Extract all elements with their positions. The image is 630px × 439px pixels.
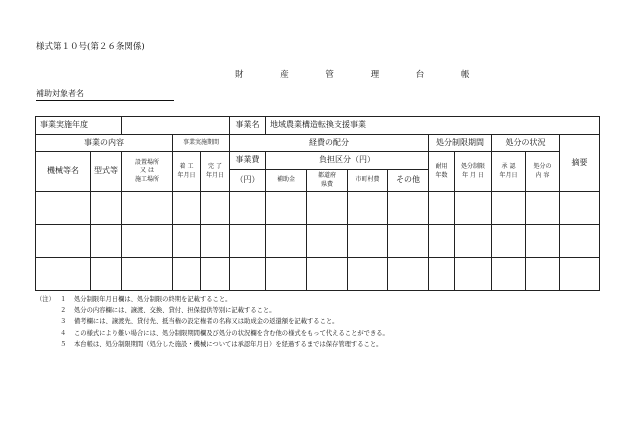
table-cell[interactable] xyxy=(492,192,526,225)
col-prefecture-line: 都道府 xyxy=(318,172,337,180)
table-row xyxy=(36,225,600,258)
table-cell[interactable] xyxy=(307,192,348,225)
table-cell[interactable] xyxy=(348,225,388,258)
table-row xyxy=(36,192,600,225)
form-number-label: 様式第１０号(第２６条関係) xyxy=(36,42,145,52)
col-location-line: 又 は xyxy=(140,167,154,175)
col-other: その他 xyxy=(388,170,429,192)
table-cell[interactable] xyxy=(492,225,526,258)
col-useful-life-line: 年数 xyxy=(435,171,448,179)
table-cell[interactable] xyxy=(122,225,173,258)
col-disposal-content-line: 内 容 xyxy=(535,171,550,179)
table-cell[interactable] xyxy=(266,192,307,225)
col-remarks: 摘要 xyxy=(560,135,600,192)
table-cell[interactable] xyxy=(230,258,266,291)
col-prefecture-line: 県費 xyxy=(321,180,334,188)
table-row xyxy=(36,258,600,291)
table-cell[interactable] xyxy=(526,258,560,291)
fiscal-year-label: 事業実施年度 xyxy=(36,117,122,135)
col-disposal-content-line: 処分の xyxy=(533,163,552,171)
table-cell[interactable] xyxy=(173,225,201,258)
table-cell[interactable] xyxy=(388,258,429,291)
col-model: 型式等 xyxy=(91,152,122,192)
table-cell[interactable] xyxy=(36,258,91,291)
fiscal-year-value[interactable] xyxy=(122,117,230,135)
col-approval-date-line: 年月日 xyxy=(499,171,518,179)
table-cell[interactable] xyxy=(455,258,492,291)
note-number: ２ xyxy=(60,307,67,315)
table-cell[interactable] xyxy=(348,258,388,291)
table-cell[interactable] xyxy=(526,192,560,225)
col-start-date-line: 着 工 xyxy=(179,163,194,171)
group-burden: 負担区分（円） xyxy=(266,152,429,170)
table-cell[interactable] xyxy=(388,225,429,258)
table-cell[interactable] xyxy=(429,192,455,225)
table-cell[interactable] xyxy=(201,192,230,225)
table-cell[interactable] xyxy=(429,258,455,291)
property-ledger-table xyxy=(35,116,600,291)
table-header-row-1 xyxy=(36,117,600,135)
table-cell[interactable] xyxy=(122,192,173,225)
table-header-row-3 xyxy=(36,152,600,170)
note-text: 処分の内容欄には、譲渡、交換、貸付、担保提供等別に記載すること。 xyxy=(74,307,276,315)
group-disposal-period: 処分制限期間 xyxy=(429,135,492,152)
col-useful-life xyxy=(429,152,455,192)
col-limit-date-line: 処分制限 xyxy=(461,163,486,171)
table-cell[interactable] xyxy=(307,225,348,258)
table-cell[interactable] xyxy=(455,225,492,258)
table-cell[interactable] xyxy=(492,258,526,291)
table-cell[interactable] xyxy=(36,192,91,225)
table-cell[interactable] xyxy=(266,225,307,258)
note-number: １ xyxy=(60,296,67,303)
recipient-name-field: 補助対象者名 xyxy=(36,88,174,101)
table-cell[interactable] xyxy=(230,192,266,225)
note-item xyxy=(36,294,389,305)
notes-section xyxy=(36,294,389,350)
table-cell[interactable] xyxy=(429,225,455,258)
col-disposal-content xyxy=(526,152,560,192)
col-start-date-line: 年月日 xyxy=(177,171,196,179)
project-name-value: 地域農業構造転換支援事業 xyxy=(266,117,600,135)
table-cell[interactable] xyxy=(388,192,429,225)
table-cell[interactable] xyxy=(560,258,600,291)
col-approval-date-line: 承 認 xyxy=(501,163,516,171)
table-cell[interactable] xyxy=(91,192,122,225)
table-cell[interactable] xyxy=(173,192,201,225)
table-cell[interactable] xyxy=(526,225,560,258)
col-start-date xyxy=(173,152,201,192)
table-cell[interactable] xyxy=(307,258,348,291)
table-cell[interactable] xyxy=(348,192,388,225)
note-item xyxy=(36,328,389,339)
col-useful-life-line: 耐用 xyxy=(435,163,448,171)
note-number: ４ xyxy=(60,329,67,337)
table-cell[interactable] xyxy=(201,258,230,291)
table-cell[interactable] xyxy=(455,192,492,225)
table-cell[interactable] xyxy=(201,225,230,258)
table-cell[interactable] xyxy=(560,192,600,225)
note-text: 本台帳は、処分制限期間（処分した施設・機械については承認年月日）を経過するまでは保存管理すること。 xyxy=(74,340,383,348)
project-name-label: 事業名 xyxy=(230,117,266,135)
table-cell[interactable] xyxy=(560,225,600,258)
table-header-row-2 xyxy=(36,135,600,152)
group-project-content: 事業の内容 xyxy=(36,135,173,152)
table-cell[interactable] xyxy=(266,258,307,291)
table-cell[interactable] xyxy=(230,225,266,258)
col-location-line: 設置場所 xyxy=(134,159,159,167)
col-municipality: 市町村費 xyxy=(348,170,388,192)
group-cost-breakdown: 経費の配分 xyxy=(230,135,429,152)
col-project-cost: 事業費 xyxy=(230,152,266,170)
group-disposal-status: 処分の状況 xyxy=(492,135,560,152)
table-cell[interactable] xyxy=(173,258,201,291)
col-complete-date-line: 完 了 xyxy=(208,163,222,171)
note-text: 備考欄には、譲渡先、貸付先、抵当権の設定権者の名称又は助成金の返還額を記載すること。 xyxy=(74,318,339,326)
table-cell[interactable] xyxy=(36,225,91,258)
col-subsidy: 補助金 xyxy=(266,170,307,192)
col-complete-date xyxy=(201,152,230,192)
col-limit-date xyxy=(455,152,492,192)
col-location-line: 施工場所 xyxy=(134,175,159,183)
note-number: ５ xyxy=(60,340,67,348)
group-implementation-period: 事業実施期間 xyxy=(173,135,230,152)
table-cell[interactable] xyxy=(91,258,122,291)
col-approval-date xyxy=(492,152,526,192)
col-limit-date-line: 年 月 日 xyxy=(462,171,484,179)
note-item xyxy=(36,339,389,350)
col-project-cost-unit: （円） xyxy=(230,170,266,192)
note-text: この様式により難い場合には、処分制限期間欄及び処分の状況欄を含む他の様式をもって代えることができる。 xyxy=(74,329,389,337)
notes-prefix: （注） xyxy=(36,296,55,303)
page-title: 財 産 管 理 台 帳 xyxy=(235,70,487,80)
note-item xyxy=(36,305,389,316)
col-location xyxy=(122,152,173,192)
col-complete-date-line: 年月日 xyxy=(206,171,225,179)
col-machine-name: 機械等名 xyxy=(36,152,91,192)
col-prefecture xyxy=(307,170,348,192)
note-number: ３ xyxy=(60,318,67,326)
note-item xyxy=(36,316,389,327)
note-text: 処分制限年月日欄は、処分制限の終期を記載すること。 xyxy=(74,296,232,303)
table-cell[interactable] xyxy=(122,258,173,291)
table-cell[interactable] xyxy=(91,225,122,258)
